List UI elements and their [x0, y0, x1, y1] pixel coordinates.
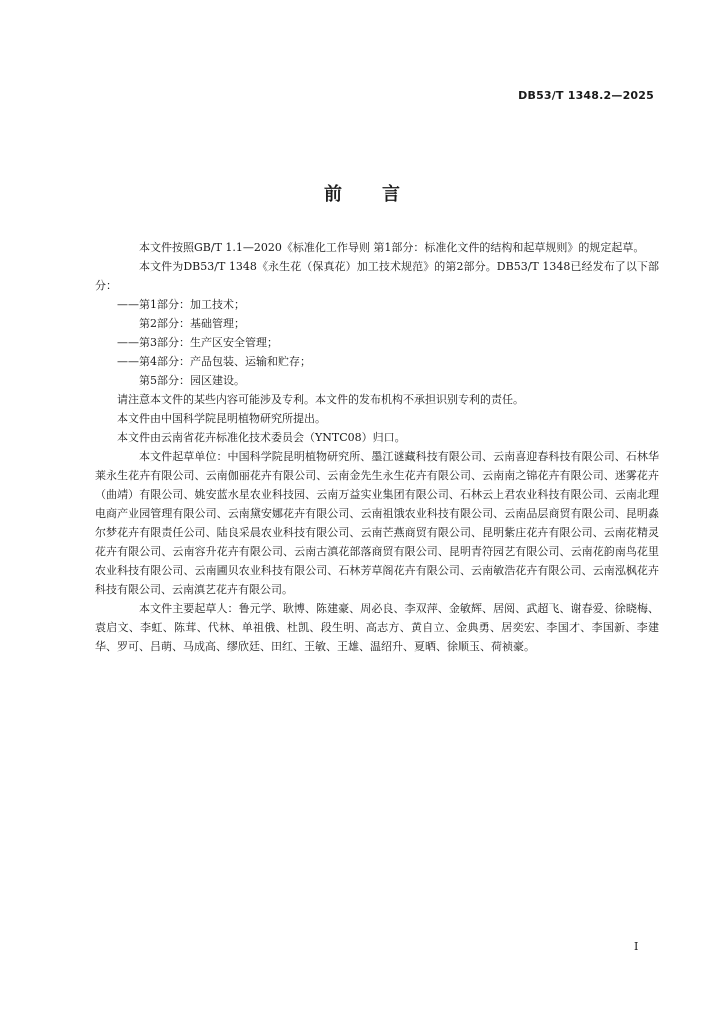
- list-item-part2: 第2部分：基础管理；: [139, 317, 245, 330]
- document-code: DB53/T 1348.2—2025: [518, 89, 654, 102]
- paragraph-drafting-rule: 本文件按照GB/T 1.1—2020《标准化工作导则 第1部分：标准化文件的结构和起草规则》的规定起草。: [139, 241, 645, 254]
- paragraph-drafting-units: 本文件起草单位：中国科学院昆明植物研究所、墨江谜藏科技有限公司、云南喜迎春科技有限公司、石林华莱永生花卉有限公司、云南伽丽花卉有限公司、云南金先生永生花卉有限公司、云南南之锦花卉有限公司、迷雾花卉（曲靖）有限公司、姚安蓝水星农业科技园、云南万益实业集团有限公司、石林云上君农业科技有限公司、云南北理电商产业园管理有限公司、云南黛安娜花卉有限公司、云南祖饿农业科技有限公司、云南品层商贸有限公司、昆明淼尔梦花卉有限责任公司、陆良采晨农业科技有限公司、云南芒燕商贸有限公司、昆明紫庄花卉有限公司、云南花精灵花卉有限公司、云南容升花卉有限公司、云南古滇花部落商贸有限公司、昆明青符园艺有限公司、云南花韵南鸟花里农业科技有限公司、云南圃贝农业科技有限公司、石林芳草阁花卉有限公司、云南敏浩花卉有限公司、云南泓枫花卉科技有限公司、云南滇艺花卉有限公司。: [95, 450, 659, 596]
- page-number: I: [634, 940, 639, 953]
- foreword-body: [95, 238, 659, 656]
- list-item-part1: ——第1部分：加工技术；: [117, 298, 245, 311]
- list-item-part5: 第5部分：园区建设。: [139, 374, 245, 387]
- paragraph-patent-notice: 请注意本文件的某些内容可能涉及专利。本文件的发布机构不承担识别专利的责任。: [117, 393, 524, 406]
- paragraph-committee: 本文件由云南省花卉标准化技术委员会（YNTC08）归口。: [117, 431, 406, 444]
- list-item-part3: ——第3部分：生产区安全管理；: [117, 336, 278, 349]
- title-char-2: 言: [382, 184, 400, 205]
- list-item-part4: ——第4部分：产品包装、运输和贮存；: [117, 355, 311, 368]
- paragraph-proposer: 本文件由中国科学院昆明植物研究所提出。: [117, 412, 326, 425]
- paragraph-series-intro: 本文件为DB53/T 1348《永生花（保真花）加工技术规范》的第2部分。DB53/T 1348已经发布了以下部分：: [95, 260, 659, 292]
- page-title: [0, 180, 724, 206]
- title-char-1: 前: [324, 184, 342, 205]
- paragraph-drafters: 本文件主要起草人：鲁元学、耿博、陈建豪、周必良、李双萍、金敏辉、居阅、武超飞、谢春爱、徐晓梅、袁启文、李虹、陈茸、代林、单祖俄、杜凯、段生明、高志方、黄自立、金典勇、居奕宏、李国才、李国新、李建华、罗可、吕萌、马成高、缪欣廷、田红、王敏、王雄、温绍升、夏晒、徐顺玉、荷祯豪。: [95, 602, 659, 653]
